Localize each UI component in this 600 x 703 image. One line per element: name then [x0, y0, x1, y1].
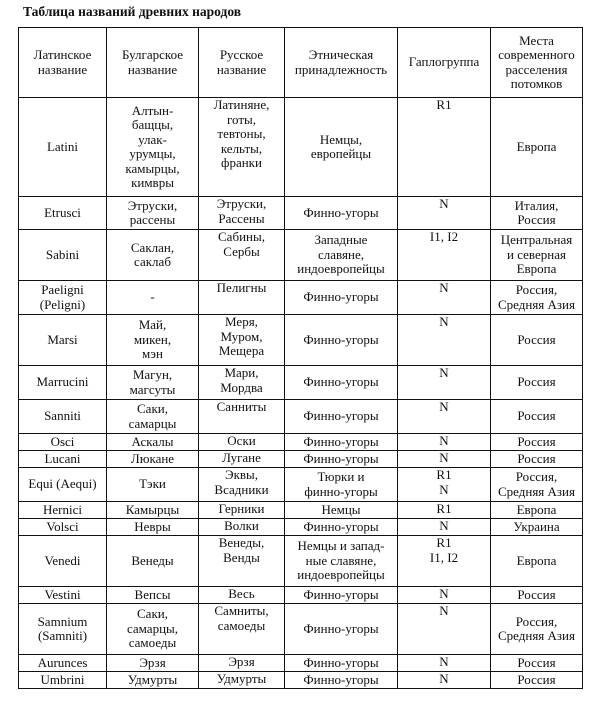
cell-latin: Vestini [19, 587, 107, 604]
cell-settlement: Центральная и северная Европа [491, 230, 583, 281]
table-row [19, 672, 583, 689]
cell-haplogroup: N [398, 315, 491, 366]
cell-ethnicity: Финно-угоры [285, 672, 398, 689]
cell-latin: Volsci [19, 519, 107, 536]
table-row [19, 451, 583, 468]
cell-russian: Эрзя [199, 655, 285, 672]
header-bulgar: Булгарское название [107, 28, 199, 98]
table-row [19, 536, 583, 587]
cell-russian: Самниты, самоеды [199, 604, 285, 655]
cell-ethnicity: Финно-угоры [285, 655, 398, 672]
cell-settlement: Россия [491, 400, 583, 434]
cell-settlement: Россия [491, 315, 583, 366]
cell-ethnicity: Финно-угоры [285, 281, 398, 315]
cell-ethnicity: Немцы и запад- ные славяне, индоевропейцы [285, 536, 398, 587]
cell-russian: Мари, Мордва [199, 366, 285, 400]
table-title: Таблица названий древних народов [23, 4, 242, 19]
cell-latin: Equi (Aequi) [19, 468, 107, 502]
cell-haplogroup: N [398, 672, 491, 689]
table-row [19, 366, 583, 400]
cell-settlement: Европа [491, 98, 583, 197]
cell-latin: Aurunces [19, 655, 107, 672]
header-settlement: Места современного расселения потомков [491, 28, 583, 98]
table-row [19, 519, 583, 536]
cell-bulgar: Невры [107, 519, 199, 536]
cell-settlement: Россия [491, 451, 583, 468]
cell-bulgar: Люкане [107, 451, 199, 468]
cell-ethnicity: Тюрки и финно-угоры [285, 468, 398, 502]
cell-latin: Venedi [19, 536, 107, 587]
cell-haplogroup: N [398, 434, 491, 451]
cell-haplogroup: R1 N [398, 468, 491, 502]
table-row [19, 434, 583, 451]
cell-haplogroup: I1, I2 [398, 230, 491, 281]
table-row [19, 468, 583, 502]
cell-haplogroup: N [398, 281, 491, 315]
cell-russian: Латиняне, готы, тевтоны, кельты, франки [199, 98, 285, 197]
cell-haplogroup: N [398, 604, 491, 655]
cell-russian: Меря, Муром, Мещера [199, 315, 285, 366]
table-body [19, 98, 583, 689]
cell-russian: Эквы, Всадники [199, 468, 285, 502]
cell-haplogroup: N [398, 366, 491, 400]
header-ethnicity: Этническая принадлежность [285, 28, 398, 98]
table-row [19, 230, 583, 281]
cell-haplogroup: N [398, 519, 491, 536]
cell-haplogroup: N [398, 400, 491, 434]
cell-settlement: Россия [491, 672, 583, 689]
cell-settlement: Европа [491, 536, 583, 587]
cell-bulgar: Саклан, саклаб [107, 230, 199, 281]
cell-ethnicity: Финно-угоры [285, 519, 398, 536]
cell-russian: Сабины, Сербы [199, 230, 285, 281]
cell-ethnicity: Финно-угоры [285, 451, 398, 468]
table-row [19, 400, 583, 434]
table-row [19, 587, 583, 604]
cell-russian: Этруски, Рассены [199, 197, 285, 230]
cell-latin: Marsi [19, 315, 107, 366]
cell-settlement: Россия [491, 587, 583, 604]
cell-bulgar: Венеды [107, 536, 199, 587]
cell-ethnicity: Западные славяне, индоевропейцы [285, 230, 398, 281]
cell-settlement: Россия [491, 655, 583, 672]
header-row [19, 28, 583, 98]
table-row [19, 655, 583, 672]
cell-bulgar: Май, микен, мэн [107, 315, 199, 366]
header-haplogroup: Гаплогруппа [398, 28, 491, 98]
cell-settlement: Россия, Средняя Азия [491, 468, 583, 502]
table-row [19, 604, 583, 655]
cell-bulgar: Аскалы [107, 434, 199, 451]
cell-russian: Волки [199, 519, 285, 536]
header-russian: Русское название [199, 28, 285, 98]
cell-ethnicity: Финно-угоры [285, 315, 398, 366]
cell-bulgar: Магун, магсуты [107, 366, 199, 400]
cell-ethnicity: Немцы [285, 502, 398, 519]
cell-ethnicity: Немцы, европейцы [285, 98, 398, 197]
cell-bulgar: Вепсы [107, 587, 199, 604]
table-row [19, 502, 583, 519]
cell-ethnicity: Финно-угоры [285, 434, 398, 451]
cell-latin: Umbrini [19, 672, 107, 689]
cell-russian: Венеды, Венды [199, 536, 285, 587]
cell-latin: Samnium (Samniti) [19, 604, 107, 655]
cell-latin: Sabini [19, 230, 107, 281]
cell-bulgar: Саки, самарцы, самоеды [107, 604, 199, 655]
cell-latin: Lucani [19, 451, 107, 468]
cell-bulgar: Алтын- бащцы, улак- урумцы, камырцы, кимвры [107, 98, 199, 197]
cell-haplogroup: N [398, 587, 491, 604]
cell-ethnicity: Финно-угоры [285, 366, 398, 400]
cell-russian: Лугане [199, 451, 285, 468]
cell-bulgar: Удмурты [107, 672, 199, 689]
cell-settlement: Россия, Средняя Азия [491, 604, 583, 655]
cell-ethnicity: Финно-угоры [285, 400, 398, 434]
cell-haplogroup: R1 [398, 98, 491, 197]
header-latin: Латинское название [19, 28, 107, 98]
cell-settlement: Россия [491, 366, 583, 400]
cell-haplogroup: N [398, 451, 491, 468]
cell-russian: Герники [199, 502, 285, 519]
cell-settlement: Россия, Средняя Азия [491, 281, 583, 315]
cell-ethnicity: Финно-угоры [285, 604, 398, 655]
cell-russian: Весь [199, 587, 285, 604]
cell-haplogroup: N [398, 655, 491, 672]
cell-russian: Пелигны [199, 281, 285, 315]
cell-bulgar: Камырцы [107, 502, 199, 519]
table-row [19, 281, 583, 315]
peoples-table [18, 27, 583, 689]
cell-settlement: Россия [491, 434, 583, 451]
cell-settlement: Украина [491, 519, 583, 536]
table-row [19, 98, 583, 197]
cell-haplogroup: R1 I1, I2 [398, 536, 491, 587]
cell-settlement: Европа [491, 502, 583, 519]
cell-latin: Etrusci [19, 197, 107, 230]
cell-latin: Sanniti [19, 400, 107, 434]
cell-latin: Latini [19, 98, 107, 197]
cell-bulgar: Тэки [107, 468, 199, 502]
cell-bulgar: Саки, самарцы [107, 400, 199, 434]
cell-ethnicity: Финно-угоры [285, 587, 398, 604]
cell-ethnicity: Финно-угоры [285, 197, 398, 230]
cell-latin: Hernici [19, 502, 107, 519]
cell-latin: Marrucini [19, 366, 107, 400]
cell-settlement: Италия, Россия [491, 197, 583, 230]
cell-haplogroup: R1 [398, 502, 491, 519]
cell-bulgar: Этруски, рассены [107, 197, 199, 230]
cell-russian: Оски [199, 434, 285, 451]
cell-latin: Osci [19, 434, 107, 451]
cell-bulgar: - [107, 281, 199, 315]
cell-bulgar: Эрзя [107, 655, 199, 672]
table-row [19, 197, 583, 230]
table-row [19, 315, 583, 366]
cell-haplogroup: N [398, 197, 491, 230]
cell-russian: Удмурты [199, 672, 285, 689]
cell-latin: Paeligni (Peligni) [19, 281, 107, 315]
cell-russian: Санниты [199, 400, 285, 434]
